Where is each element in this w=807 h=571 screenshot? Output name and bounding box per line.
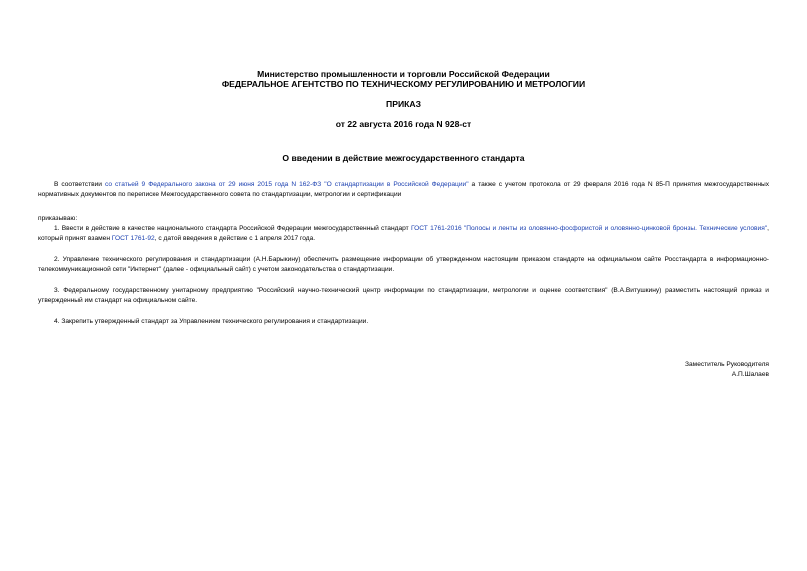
item-2-paragraph — [38, 255, 769, 275]
order-word-text: приказываю: — [38, 215, 78, 222]
order-word — [38, 214, 769, 224]
item-1-paragraph — [38, 224, 769, 244]
gost-2016-link[interactable]: ГОСТ 1761-2016 "Полосы и ленты из оловянно-фосфористой и оловянно-цинковой бронзы. Технические условия" — [410, 225, 768, 232]
preamble-text-rest: а также с учетом протокола от 29 февраля 2016 года N 85-П принятия межгосударственных нормативных документов по переписке Межгосударственного совета по стандартизации, метрологии и сертификации — [38, 181, 770, 198]
document-type: ПРИКАЗ — [386, 99, 421, 109]
item-3-text: 3. Федеральному государственному унитарному предприятию "Российский научно-технический центр информации по стандартизации, метрологии и оценке соответствия" (В.А.Витушкину) разместить настоящий приказ и утвержденный им стандарт на официальном сайте. — [38, 287, 769, 304]
item-2-text: 2. Управление технического регулирования и стандартизации (А.Н.Барыкину) обеспечить размещение информации об утвержденном настоящим приказом стандарте на официальном сайте Росстандарта в информационно-телекоммуникационной сети "Интернет" (далее - официальный сайт) с учетом законодательства о стандартизации. — [38, 256, 769, 273]
document-subject: О введении в действие межгосударственного стандарта — [282, 153, 525, 163]
gost-92-link[interactable]: ГОСТ 1761-92 — [111, 235, 155, 242]
federal-law-link[interactable]: со статьей 9 Федерального закона от 29 июня 2015 года N 162-ФЗ "О стандартизации в Российской Федерации" — [104, 181, 469, 188]
document-date-number: от 22 августа 2016 года N 928-ст — [335, 119, 472, 129]
item-1-text-end: , с датой введения в действие с 1 апреля 2017 года. — [154, 235, 316, 242]
preamble-paragraph — [38, 180, 769, 200]
ministry-title: Министерство промышленности и торговли Российской Федерации — [257, 69, 550, 79]
item-1-text-start: 1. Ввести в действие в качестве национального стандарта Российской Федерации межгосударственный стандарт — [54, 225, 411, 232]
preamble-text-start: В соответствии — [54, 181, 105, 188]
signature-name: А.П.Шалаев — [731, 371, 769, 378]
signature-title: Заместитель Руководителя — [685, 361, 769, 368]
agency-title: ФЕДЕРАЛЬНОЕ АГЕНТСТВО ПО ТЕХНИЧЕСКОМУ РЕГУЛИРОВАНИЮ И МЕТРОЛОГИИ — [221, 79, 586, 89]
item-4-paragraph — [38, 317, 769, 327]
item-4-text: 4. Закрепить утвержденный стандарт за Управлением технического регулирования и стандартизации. — [54, 318, 369, 325]
item-1-text-mid: , который принят взамен — [38, 225, 769, 242]
item-3-paragraph — [38, 286, 769, 306]
